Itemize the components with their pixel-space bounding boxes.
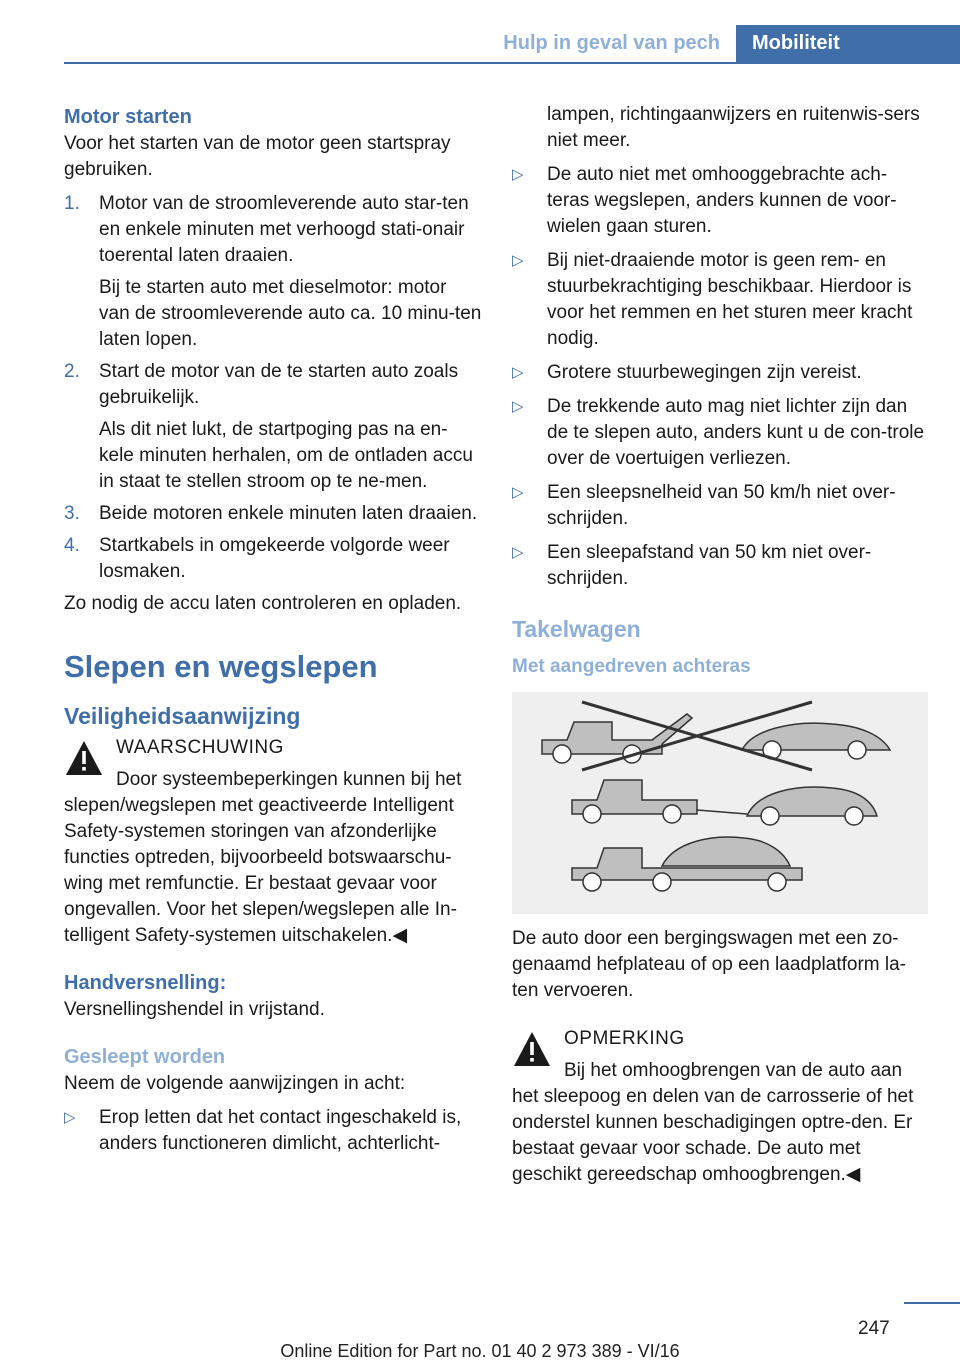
list-item	[64, 1105, 482, 1157]
start-steps-list	[64, 191, 482, 585]
warning-triangle-icon	[64, 739, 104, 777]
header-section-title: Hulp in geval van pech	[503, 32, 720, 54]
step-text: Beide motoren enkele minuten laten draaien.	[99, 503, 478, 524]
note-block	[512, 1026, 926, 1188]
motor-starten-intro: Voor het starten van de motor geen startspray gebruiken.	[64, 133, 451, 180]
bullet-text: Erop letten dat het contact ingeschakeld is, anders functioneren dimlicht, achterlicht-	[99, 1107, 462, 1154]
right-column	[512, 102, 926, 1188]
bullet-text: Een sleepafstand van 50 km niet over-schrijden.	[547, 542, 872, 589]
step-subtext: Bij te starten auto met dieselmotor: motor van de stroomleverende auto ca. 10 minu-ten laten lopen.	[99, 277, 482, 350]
accu-note: Zo nodig de accu laten controleren en opladen.	[64, 593, 462, 614]
list-item	[512, 480, 926, 532]
note-text: Bij het omhoogbrengen van de auto aan het sleepoog en delen van de carrosserie of het onderstel kunnen beschadigingen optre-den. Er bestaat gevaar voor schade. De auto met geschikt gereedschap omhoogbrengen.◀	[512, 1060, 914, 1185]
bullet-icon: ▷	[512, 398, 524, 415]
step-number: 3.	[64, 503, 80, 524]
step-subtext: Als dit niet lukt, de startpoging pas na en-kele minuten herhalen, om de ontladen accu in staat te stellen stroom op te ne-men.	[99, 419, 473, 492]
bullet-text: lampen, richtingaanwijzers en ruitenwis-sers niet meer.	[547, 104, 920, 151]
step-text: Motor van de stroomleverende auto star-ten en enkele minuten met verhoogd stati-onair toerental laten draaien.	[99, 193, 469, 266]
handversnelling-text: Versnellingshendel in vrijstand.	[64, 999, 325, 1020]
bullet-icon: ▷	[512, 252, 524, 269]
list-item	[512, 360, 926, 386]
footer-edition: Online Edition for Part no. 01 40 2 973 389 - VI/16	[280, 1341, 680, 1361]
header-chapter-tab: Mobiliteit	[736, 25, 960, 62]
step-text: Start de motor van de te starten auto zoals gebruikelijk.	[99, 361, 459, 408]
bullet-icon: ▷	[512, 166, 524, 183]
list-item	[64, 533, 482, 585]
note-label: OPMERKING	[564, 1028, 685, 1049]
list-item	[512, 248, 926, 352]
bullet-icon: ▷	[64, 1109, 76, 1126]
step-number: 2.	[64, 361, 80, 382]
handversnelling-heading: Handversnelling:	[64, 972, 227, 994]
list-item	[64, 191, 482, 353]
towing-illustration	[512, 692, 928, 914]
list-item	[512, 394, 926, 472]
page-number: 247	[858, 1318, 890, 1339]
bullet-text: De auto niet met omhooggebrachte ach-teras wegslepen, anders kunnen de voor-wielen gaan sturen.	[547, 164, 897, 237]
motor-starten-heading: Motor starten	[64, 106, 192, 128]
veiligheid-heading: Veiligheidsaanwijzing	[64, 703, 301, 729]
bullet-text: Bij niet-draaiende motor is geen rem- en stuurbekrachtiging beschikbaar. Hierdoor is voor het remmen en het sturen meer kracht nodig.	[547, 250, 913, 349]
list-item	[512, 540, 926, 592]
list-item	[64, 359, 482, 495]
bullet-text: Een sleepsnelheid van 50 km/h niet over-schrijden.	[547, 482, 896, 529]
towing-methods-figure	[512, 692, 928, 914]
achteras-heading: Met aangedreven achteras	[512, 656, 751, 677]
page-header	[64, 25, 960, 64]
warning-triangle-icon	[512, 1030, 552, 1068]
footer-rule	[904, 1302, 960, 1304]
step-number: 4.	[64, 535, 80, 556]
step-number: 1.	[64, 193, 80, 214]
gesleept-heading: Gesleept worden	[64, 1046, 226, 1068]
warning-block	[64, 735, 482, 949]
bullet-icon: ▷	[512, 364, 524, 381]
takelwagen-heading: Takelwagen	[512, 616, 641, 642]
step-text: Startkabels in omgekeerde volgorde weer losmaken.	[99, 535, 450, 582]
warning-text: Door systeembeperkingen kunnen bij het slepen/wegslepen met geactiveerde Intelligent Safety-systemen storingen van afzonderlijke functies optreden, bijvoorbeeld botswaarschu-wing met remfunctie. Er bestaat gevaar voor ongevallen. Voor het slepen/wegslepen alle In-telligent Safety-systemen uitschakelen.◀	[64, 769, 462, 946]
warning-label: WAARSCHUWING	[116, 737, 284, 758]
list-item	[512, 162, 926, 240]
bullet-icon: ▷	[512, 484, 524, 501]
bullet-icon: ▷	[512, 544, 524, 561]
figure-description: De auto door een bergingswagen met een zo-genaamd hefplateau of op een laadplatform la-ten vervoeren.	[512, 928, 906, 1001]
left-column	[64, 100, 482, 1157]
slepen-heading: Slepen en wegslepen	[64, 649, 378, 684]
list-item	[64, 501, 482, 527]
list-item-continuation	[512, 102, 926, 154]
gesleept-intro: Neem de volgende aanwijzingen in acht:	[64, 1073, 406, 1094]
bullet-text: De trekkende auto mag niet lichter zijn dan de te slepen auto, anders kunt u de con-trole over de voertuigen verliezen.	[547, 396, 925, 469]
bullet-text: Grotere stuurbewegingen zijn vereist.	[547, 362, 862, 383]
